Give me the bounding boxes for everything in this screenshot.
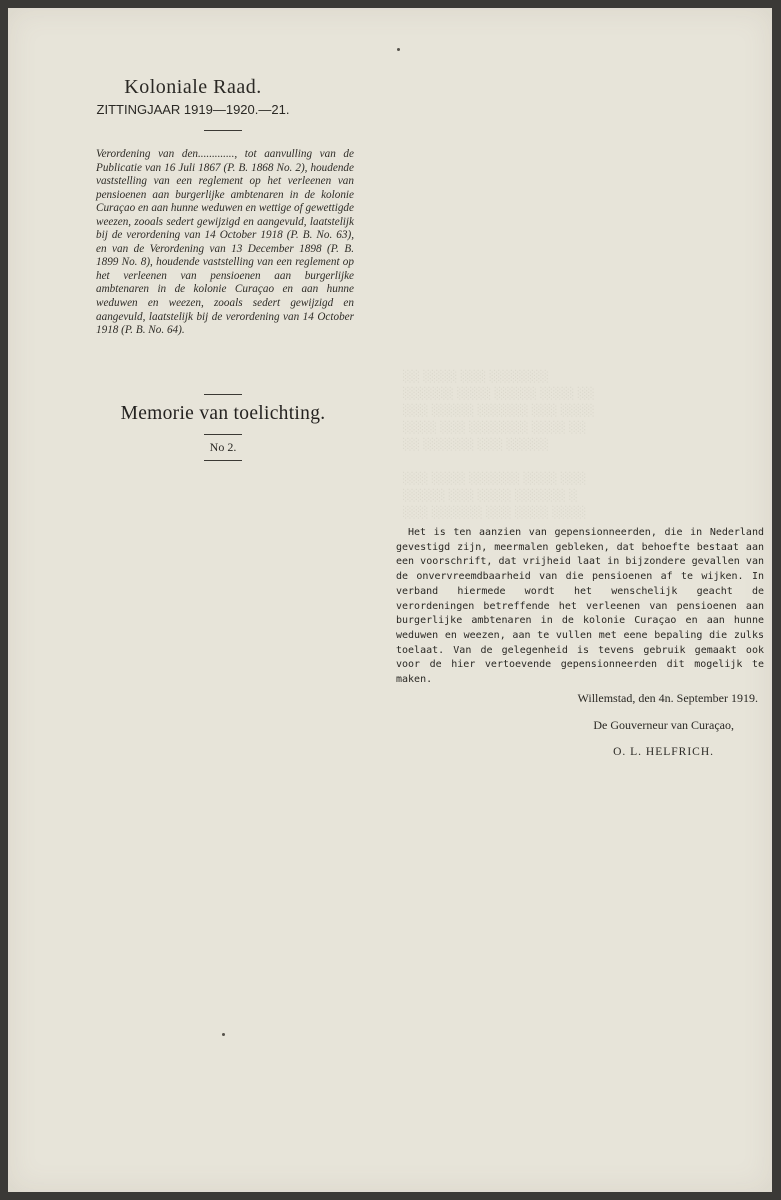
- section-heading: Memorie van toelichting.: [120, 403, 326, 424]
- divider: [204, 130, 242, 131]
- divider: [204, 394, 242, 395]
- show-through-texture: ░░ ░░░░ ░░░ ░░░░░░░ ░░░░░░ ░░░░ ░░░░░ ░░░░ ░░ ░░░ ░░░░░ ░░░░░░ ░░░ ░░░░ ░░░░ ░░░ ░░░░░░░ ░░░░ ░░ ░░ ░░░░░░ ░░░ ░░░░░ ░░░ ░░░░ ░░░░░░ ░░░░ ░░░ ░░░░░ ░░░ ░░░░ ░░░░░░ ░ ░░░ ░░░░░░ ░░░ ░░░░ ░░░░: [403, 370, 595, 519]
- council-title: Koloniale Raad.: [124, 76, 262, 98]
- document-number: No 2.: [209, 440, 237, 454]
- memo-body: Het is ten aanzien van gepensionneerden, die in Nederland gevestigd zijn, meermalen gebleken, dat behoefte bestaat aan een voorschrift, dat vrijheid laat in bijzondere gevallen van de onvervreemdbaarheid van die pensioenen af te wijken. In verband hiermede wordt het wenschelijk geacht de verordeningen betreffende het verleenen van pensioenen aan burgerlijke ambtenaren in de kolonie Curaçao en aan hunne weduwen en weezen, aan te vullen met eene bepaling die zulks toelaat. Van de gelegenheid is tevens gebruik gemaakt ook voor de hier vertoevende gepensionneerden dit mogelijk te maken.: [396, 527, 764, 686]
- divider: [204, 460, 242, 461]
- place-date: Willemstad, den 4n. September 1919.: [577, 691, 758, 705]
- paper-speck: [222, 1033, 225, 1036]
- session-year: ZITTINGJAAR 1919—1920.—21.: [96, 102, 290, 117]
- divider: [204, 434, 242, 435]
- paper-speck: [397, 48, 400, 51]
- signatory: O. L. HELFRICH.: [613, 746, 714, 758]
- governor-title: De Gouverneur van Curaçao,: [593, 718, 734, 732]
- document-page: [8, 8, 772, 1192]
- ordinance-title: Verordening van den............., tot aanvulling van de Publicatie van 16 Juli 1867 (P. B. 1868 No. 2), houdende vaststelling van een reglement op het verleenen van pensioenen aan burgerlijke ambtenaren in de kolonie Curaçao en aan hunne weduwen en wettige of gewettigde weezen, zooals sedert gewijzigd en aangevuld, laatstelijk bij de verordening van 14 October 1918 (P. B. No. 63), en van de Verordening van 13 December 1898 (P. B. 1899 No. 8), houdende vaststelling van een reglement op het verleenen van pensioenen aan burgerlijke ambtenaren in de kolonie Curaçao en aan hunne weduwen en weezen, zooals sedert gewijzigd en aangevuld, laatstelijk bij de verordening van 14 October 1918 (P. B. No. 64).: [96, 148, 354, 337]
